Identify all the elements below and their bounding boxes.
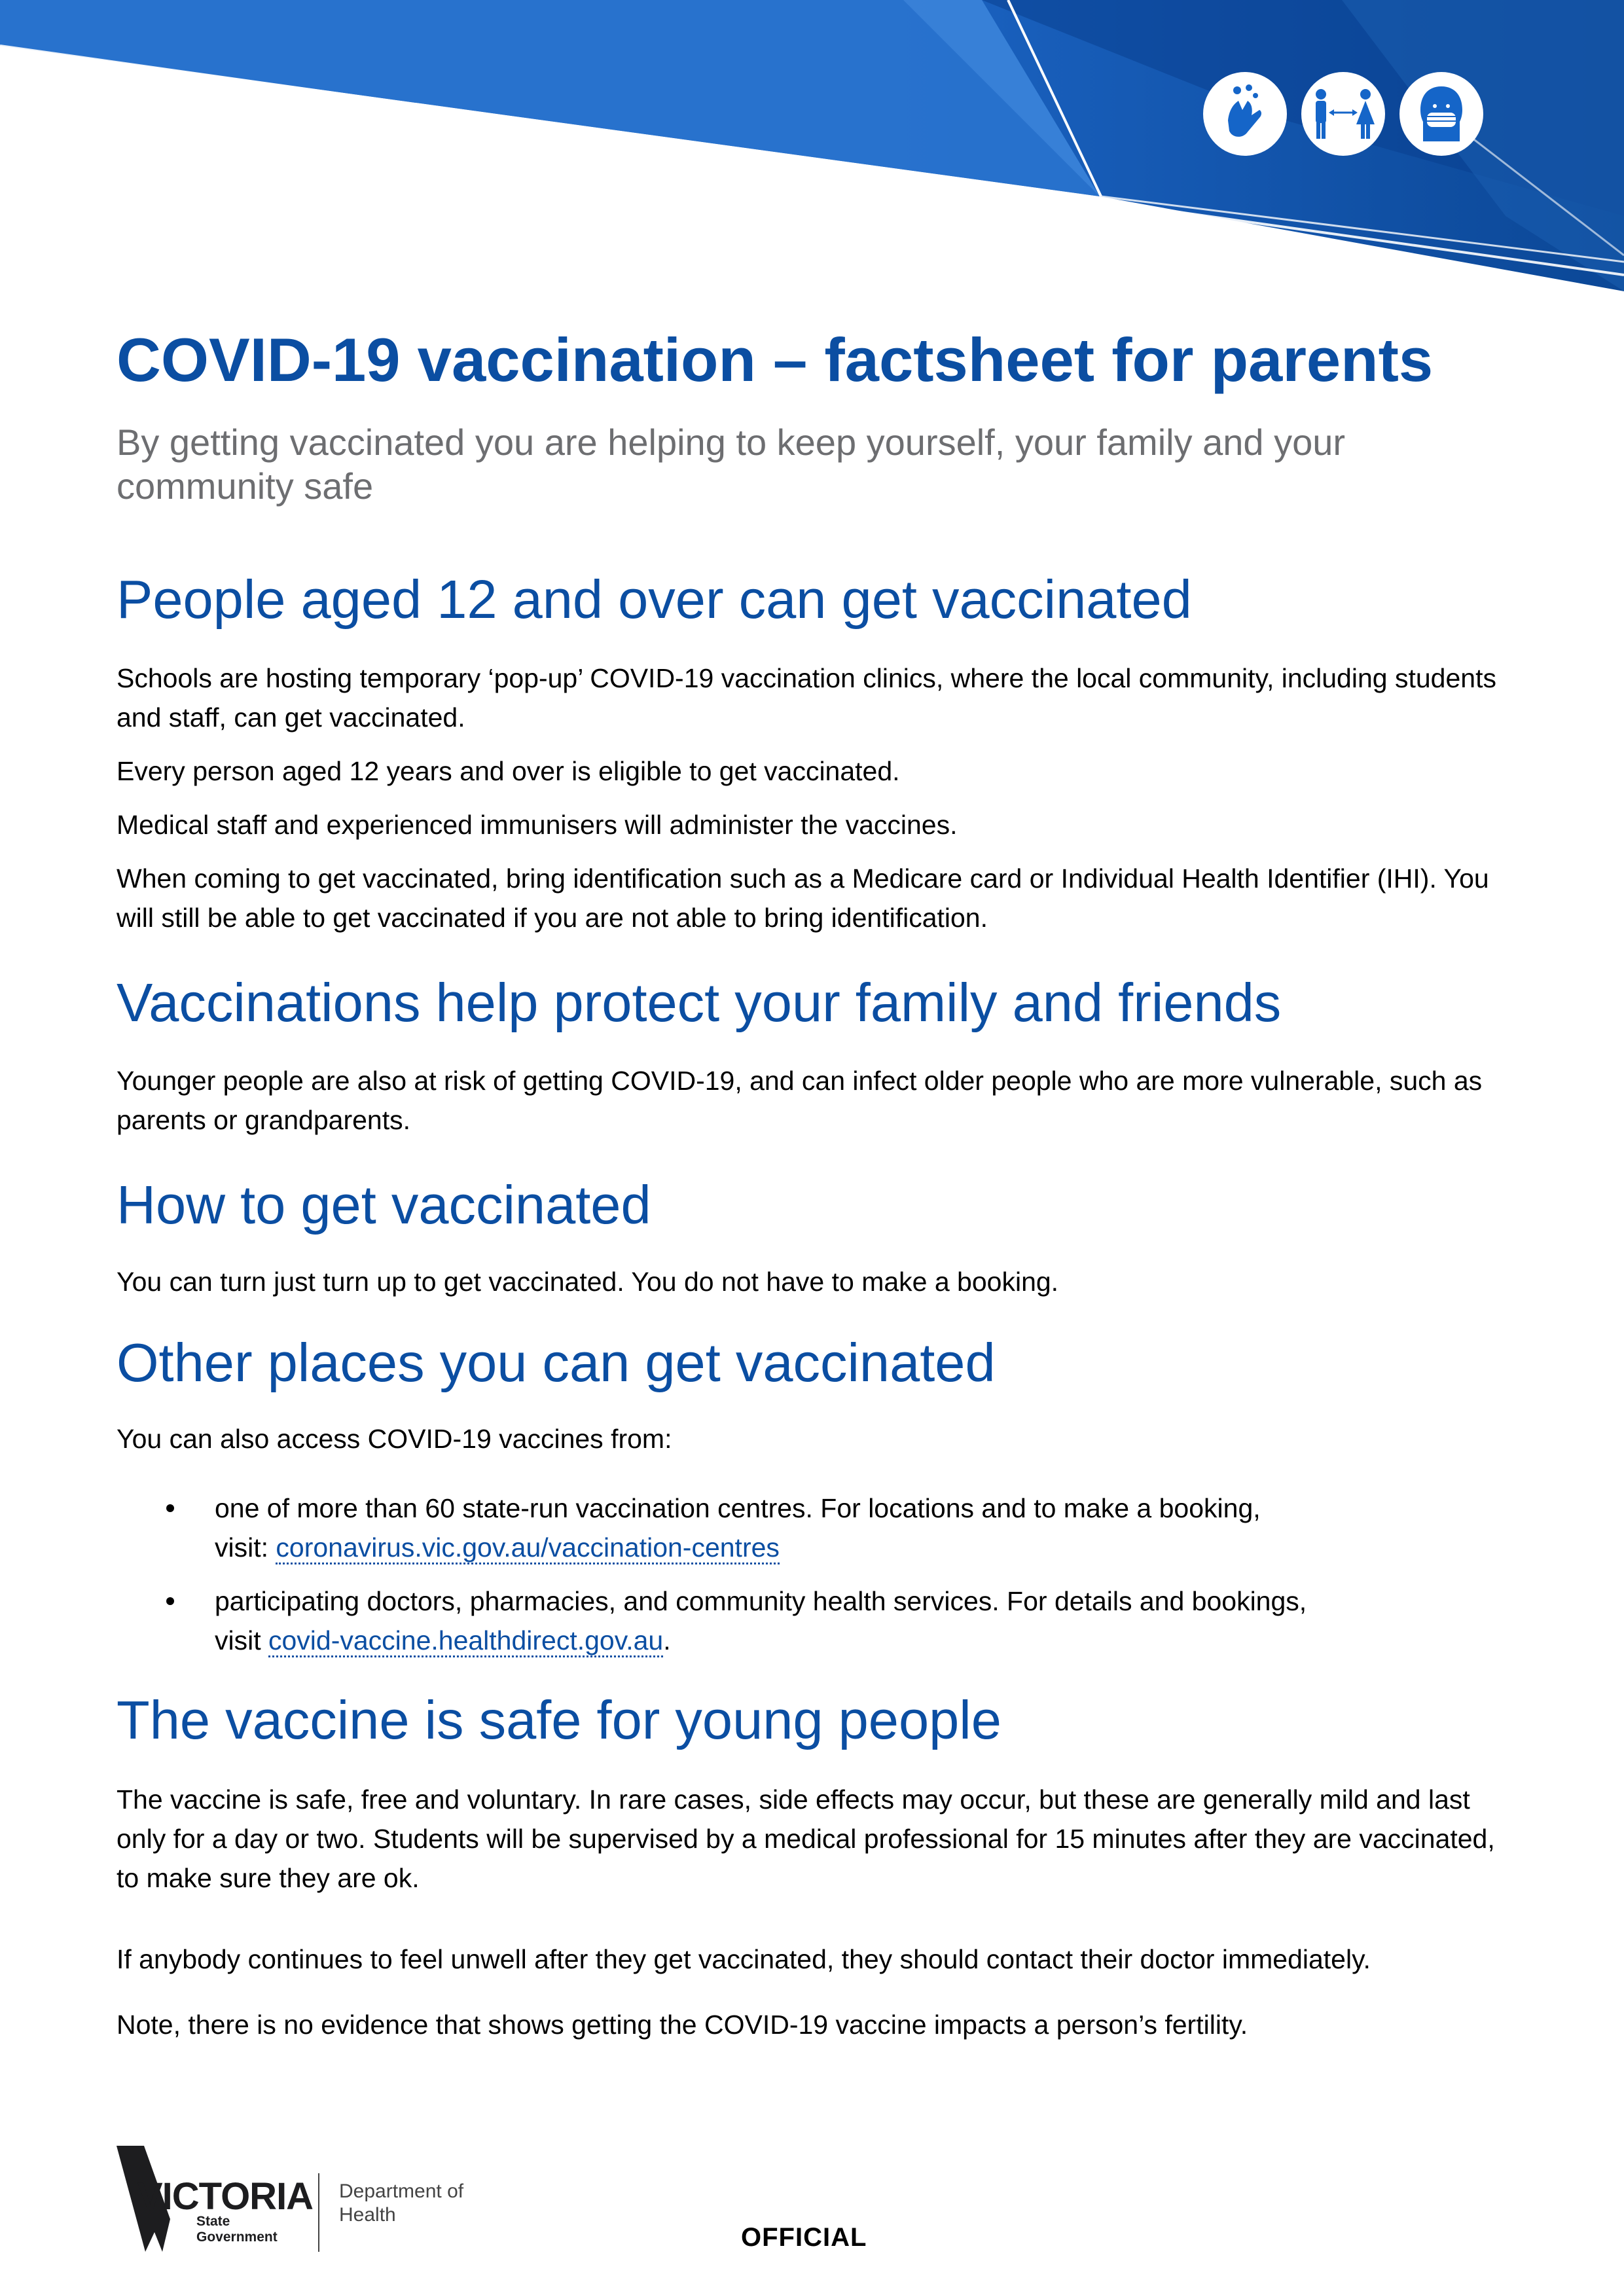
section-heading-protect-family: Vaccinations help protect your family and friends xyxy=(117,971,1282,1033)
paragraph: If anybody continues to feel unwell after they get vaccinated, they should contact their doctor immediately. xyxy=(117,1944,1371,1975)
bullet-icon xyxy=(166,1597,174,1605)
list-item-visit: visit: xyxy=(215,1532,276,1563)
healthdirect-link[interactable]: covid-vaccine.healthdirect.gov.au xyxy=(268,1625,663,1657)
victoria-government-logo xyxy=(117,2141,470,2258)
list-item-visit: visit xyxy=(215,1625,268,1655)
list-item-after: . xyxy=(663,1625,671,1655)
department-label: Department of Health xyxy=(339,2180,464,2226)
header-icons xyxy=(1203,72,1483,156)
list-item xyxy=(117,1489,1511,1567)
state-government-label: State Government xyxy=(196,2214,278,2245)
vaccination-centres-link[interactable]: coronavirus.vic.gov.au/vaccination-centres xyxy=(276,1532,780,1564)
paragraph: Younger people are also at risk of getting COVID-19, and can infect older people who are more vulnerable, such as parents or grandparents. xyxy=(117,1065,1483,1135)
paragraph: The vaccine is safe, free and voluntary. In rare cases, side effects may occur, but these are generally mild and last only for a day or two. Students will be supervised by a medical professional for 15 minutes after they are vaccinated, to make sure they are ok. xyxy=(117,1784,1495,1894)
paragraph: Medical staff and experienced immunisers will administer the vaccines. xyxy=(117,809,958,840)
section-heading-aged-12: People aged 12 and over can get vaccinated xyxy=(117,569,1192,630)
list-item-text: one of more than 60 state-run vaccination centres. For locations and to make a booking, xyxy=(215,1492,1261,1523)
page-subtitle: By getting vaccinated you are helping to keep yourself, your family and your community safe xyxy=(117,422,1346,507)
bullet-icon xyxy=(166,1504,174,1512)
section-heading-vaccine-safe: The vaccine is safe for young people xyxy=(117,1689,1001,1750)
paragraph: You can also access COVID-19 vaccines from: xyxy=(117,1423,672,1454)
classification-label: OFFICIAL xyxy=(741,2223,867,2252)
paragraph: Note, there is no evidence that shows getting the COVID-19 vaccine impacts a person’s fertility. xyxy=(117,2010,1248,2040)
factsheet-content xyxy=(117,325,1511,2044)
bullet-list xyxy=(117,1489,1511,1660)
handwashing-icon xyxy=(1203,72,1287,156)
section-heading-how-to-get-vaccinated: How to get vaccinated xyxy=(117,1174,651,1235)
paragraph: Schools are hosting temporary ‘pop-up’ COVID-19 vaccination clinics, where the local community, including students and staff, can get vaccinated. xyxy=(117,662,1496,732)
list-item xyxy=(117,1581,1511,1660)
section-heading-other-places: Other places you can get vaccinated xyxy=(117,1332,996,1394)
logo-divider xyxy=(318,2173,319,2252)
paragraph: Every person aged 12 years and over is eligible to get vaccinated. xyxy=(117,755,900,786)
page-title: COVID-19 vaccination – factsheet for parents xyxy=(117,325,1434,394)
face-mask-icon xyxy=(1399,72,1483,156)
victoria-wordmark: VICTORIA xyxy=(137,2175,314,2218)
paragraph: When coming to get vaccinated, bring identification such as a Medicare card or Individual Health Identifier (IHI). You will still be able to get vaccinated if you are not able to bring identification. xyxy=(117,863,1489,933)
physical-distancing-icon xyxy=(1301,72,1385,156)
paragraph: You can turn just turn up to get vaccinated. You do not have to make a booking. xyxy=(117,1267,1059,1297)
list-item-text: participating doctors, pharmacies, and community health services. For details and bookings, xyxy=(215,1585,1307,1616)
